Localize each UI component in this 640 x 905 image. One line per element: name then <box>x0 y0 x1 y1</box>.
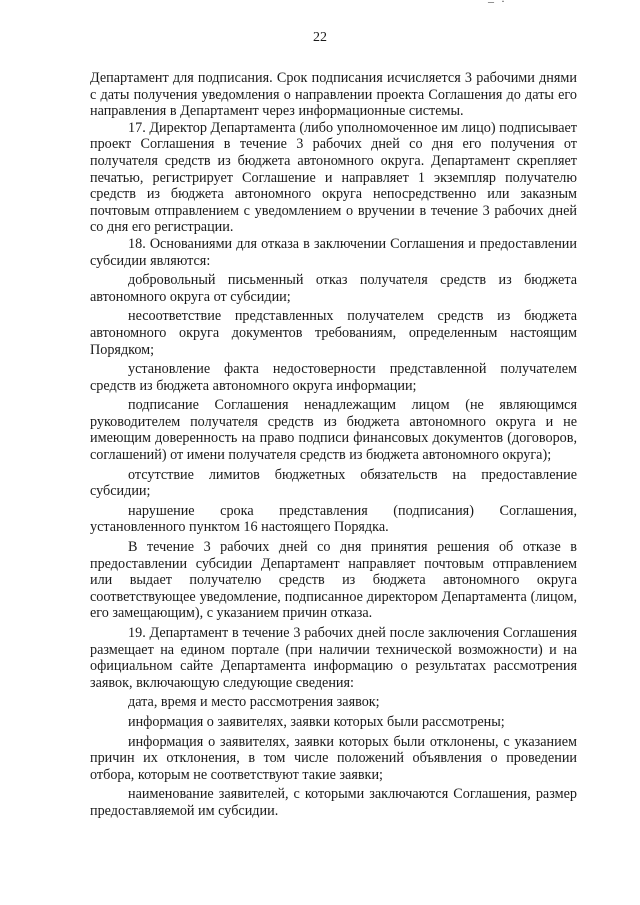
list-item-deadline-violation: нарушение срока представления (подписания) Соглашения, установленного пунктом 16 настоящего Порядка. <box>90 502 577 536</box>
list-item-improper-signatory: подписание Соглашения ненадлежащим лицом (не являющимся руководителем получателя средств из бюджета автономного округа и не имеющим доверенность на право подписи финансовых документов (договоров, соглашений) от имени получателя средств из бюджета автономного округа); <box>90 397 577 464</box>
list-item-unreliable-info: установление факта недостоверности представленной получателем средств из бюджета автономного округа информации; <box>90 361 577 394</box>
paragraph-18: 18. Основаниями для отказа в заключении Соглашения и предоставлении субсидии являются: <box>90 235 577 269</box>
paragraph-17: 17. Директор Департамента (либо уполномоченное им лицо) подписывает проект Соглашения в течение 3 рабочих дней со дня его получения от получателя средств из бюджета автономного округа. Департамент скрепляет печатью, регистрирует Соглашение и направляет 1 экземпляр получателю средств из бюджета автономного округа непосредственно или заказным почтовым отправлением с уведомлением о вручении в течение 3 рабочих дней со дня его регистрации. <box>90 119 577 236</box>
list-item-date-time-place: дата, время и место рассмотрения заявок; <box>128 694 380 711</box>
paragraph-19: 19. Департамент в течение 3 рабочих дней после заключения Соглашения размещает на едином портале (при наличии технической возможности) и на официальном сайте Департамента информацию о результатах рассмотрения заявок, включающую следующие сведения: <box>90 625 577 691</box>
list-item-refusal-voluntary: добровольный письменный отказ получателя средств из бюджета автономного округа от субсидии; <box>90 272 577 305</box>
list-item-reviewed-applicants: информация о заявителях, заявки которых были рассмотрены; <box>128 713 505 730</box>
list-item-rejected-applicants: информация о заявителях, заявки которых были отклонены, с указанием причин их отклонения, в том числе положений объявления о проведении отбора, которым не соответствуют такие заявки; <box>90 733 577 783</box>
page-number: 22 <box>313 30 327 45</box>
list-item-agreement-recipients: наименование заявителей, с которыми заключаются Соглашения, размер предоставляемой им субсидии. <box>90 786 577 819</box>
corner-mark: – · <box>488 0 507 8</box>
list-item-documents-mismatch: несоответствие представленных получателем средств из бюджета автономного округа документов требованиям, определенным настоящим Порядком; <box>90 308 577 358</box>
document-body <box>90 70 577 820</box>
list-item-no-limits: отсутствие лимитов бюджетных обязательств на предоставление субсидии; <box>90 466 577 500</box>
paragraph-continuation: Департамент для подписания. Срок подписания исчисляется 3 рабочими днями с даты получения уведомления о направлении проекта Соглашения до даты его направления в Департамент через информационные системы. <box>90 70 577 120</box>
paragraph-refusal-notice: В течение 3 рабочих дней со дня принятия решения об отказе в предоставлении субсидии Департамент направляет почтовым отправлением или выдает получателю средств из бюджета автономного округа соответствующее уведомление, подписанное директором Департамента (лицом, его замещающим), с указанием причин отказа. <box>90 539 577 622</box>
